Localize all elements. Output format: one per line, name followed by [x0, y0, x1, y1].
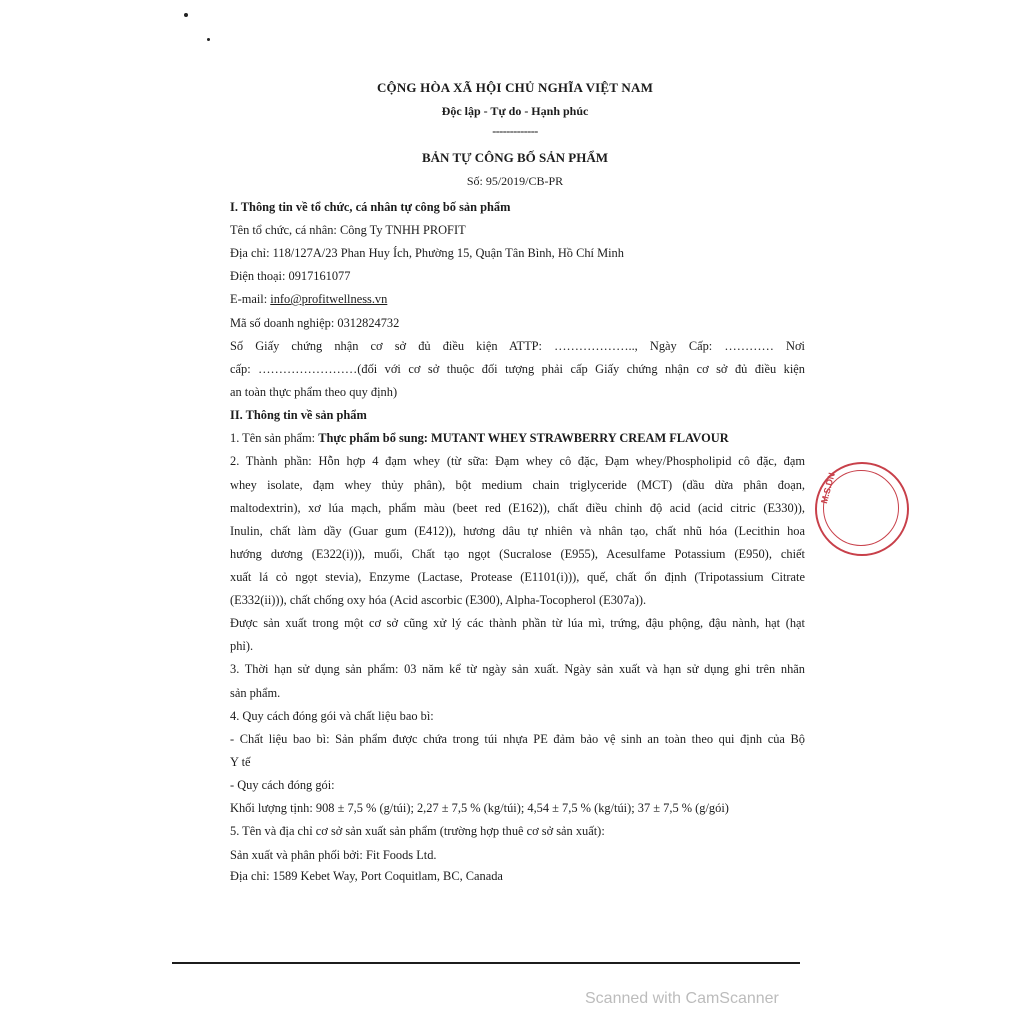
material-line: - Chất liệu bao bì: Sản phẩm được chứa trong túi nhựa PE đảm bảo vệ sinh an toàn theo qui định của Bộ — [230, 732, 805, 746]
ingredients-line: maltodextrin), xơ lúa mạch, phẩm màu (beet red (E162)), chất điều chỉnh độ acid (acid citric (E330)), — [230, 501, 805, 515]
company-seal — [815, 462, 909, 556]
section1-heading: I. Thông tin về tổ chức, cá nhân tự công bố sản phẩm — [230, 200, 511, 214]
org-line — [230, 223, 805, 238]
cert-line-1: Số Giấy chứng nhận cơ sở đủ điều kiện ATTP: ……………….., Ngày Cấp: ………… Nơi — [230, 339, 805, 353]
scanner-watermark: Scanned with CamScanner — [585, 990, 779, 1007]
org-value: Công Ty TNHH PROFIT — [339, 223, 466, 237]
ingredients-line: (E332(ii))), chất chống oxy hóa (Acid ascorbic (E300), Alpha-Tocopherol (E307a)). — [230, 593, 647, 607]
product-prefix: 1. Tên sản phẩm: — [230, 431, 319, 445]
shelf-life-line: sản phẩm. — [230, 686, 281, 700]
scan-speck — [184, 13, 188, 17]
product-name: Thực phẩm bổ sung: MUTANT WHEY STRAWBERRY CREAM FLAVOUR — [318, 431, 729, 445]
material-line: Y tế — [230, 755, 251, 769]
pack-spec-heading: - Quy cách đóng gói: — [230, 778, 335, 792]
ingredients-line: Inulin, chất làm dầy (Guar gum (E412)), hương dâu tự nhiên và nhân tạo, chất nhũ hóa (Lecithin hoa — [230, 524, 805, 538]
document-number: Số: 95/2019/CB-PR — [466, 174, 564, 188]
allergen-line: phỉ). — [230, 639, 254, 653]
net-weight-line: Khối lượng tịnh: 908 ± 7,5 % (g/túi); 2,27 ± 7,5 % (kg/túi); 4,54 ± 7,5 % (kg/túi); 37 ± 7,5 % (g/gói) — [230, 801, 729, 815]
org-label: Tên tổ chức, cá nhân: — [230, 223, 340, 237]
seal-text: M.S.DN — [819, 471, 837, 505]
ingredients-line: hướng dương (E322(i))), muối, Chất tạo ngọt (Sucralose (E955), Acesulfame Potassium (E950), chiết — [230, 547, 805, 561]
page-bottom-rule — [172, 962, 800, 964]
shelf-life-line: 3. Thời hạn sử dụng sản phẩm: 03 năm kể từ ngày sản xuất. Ngày sản xuất và hạn sử dụng ghi trên nhãn — [230, 662, 805, 676]
product-name-line — [230, 431, 805, 446]
manufacturer-address-line: Địa chỉ: 1589 Kebet Way, Port Coquitlam, BC, Canada — [230, 869, 503, 883]
manufacturer-heading: 5. Tên và địa chỉ cơ sở sản xuất sản phẩm (trường hợp thuê cơ sở sản xuất): — [230, 824, 605, 838]
packaging-heading: 4. Quy cách đóng gói và chất liệu bao bì: — [230, 709, 434, 723]
ingredients-line: whey isolate, đạm whey thủy phân), bột medium chain triglyceride (MCT) (dầu dừa phân đoạn, — [230, 478, 805, 492]
email-line — [230, 292, 805, 307]
nation-heading: CỘNG HÒA XÃ HỘI CHỦ NGHĨA VIỆT NAM — [376, 80, 654, 95]
manufacturer-line: Sản xuất và phân phối bởi: Fit Foods Ltd. — [230, 848, 437, 862]
separator: ------------- — [492, 124, 538, 138]
motto: Độc lập - Tự do - Hạnh phúc — [441, 104, 589, 118]
email-link[interactable]: info@profitwellness.vn — [270, 292, 388, 306]
allergen-line: Được sản xuất trong một cơ sở cũng xử lý các thành phần từ lúa mì, trứng, đậu phộng, đậu nành, hạt (hạt — [230, 616, 805, 630]
cert-line-3: an toàn thực phẩm theo quy định) — [230, 385, 398, 399]
cert-line-2: cấp: ……………………(đối với cơ sở thuộc đối tượng phải cấp Giấy chứng nhận cơ sở đủ điều kiện — [230, 362, 805, 376]
address-line: Địa chỉ: 118/127A/23 Phan Huy Ích, Phường 15, Quận Tân Bình, Hồ Chí Minh — [230, 246, 624, 260]
ingredients-line: 2. Thành phần: Hỗn hợp 4 đạm whey (từ sữa: Đạm whey cô đặc, Đạm whey/Phospholipid cô đặc, đạm — [230, 454, 805, 468]
scan-speck — [207, 38, 210, 41]
email-label: E-mail: — [230, 292, 271, 306]
document-title: BẢN TỰ CÔNG BỐ SẢN PHẨM — [422, 150, 608, 165]
section2-heading: II. Thông tin về sản phẩm — [230, 408, 367, 422]
ingredients-line: xuất lá cỏ ngọt stevia), Enzyme (Lactase, Protease (E1101(i))), quế, chất ổn định (Tripotassium Citrate — [230, 570, 805, 584]
phone-line: Điện thoại: 0917161077 — [230, 269, 351, 283]
tax-code-line: Mã số doanh nghiệp: 0312824732 — [230, 316, 400, 330]
